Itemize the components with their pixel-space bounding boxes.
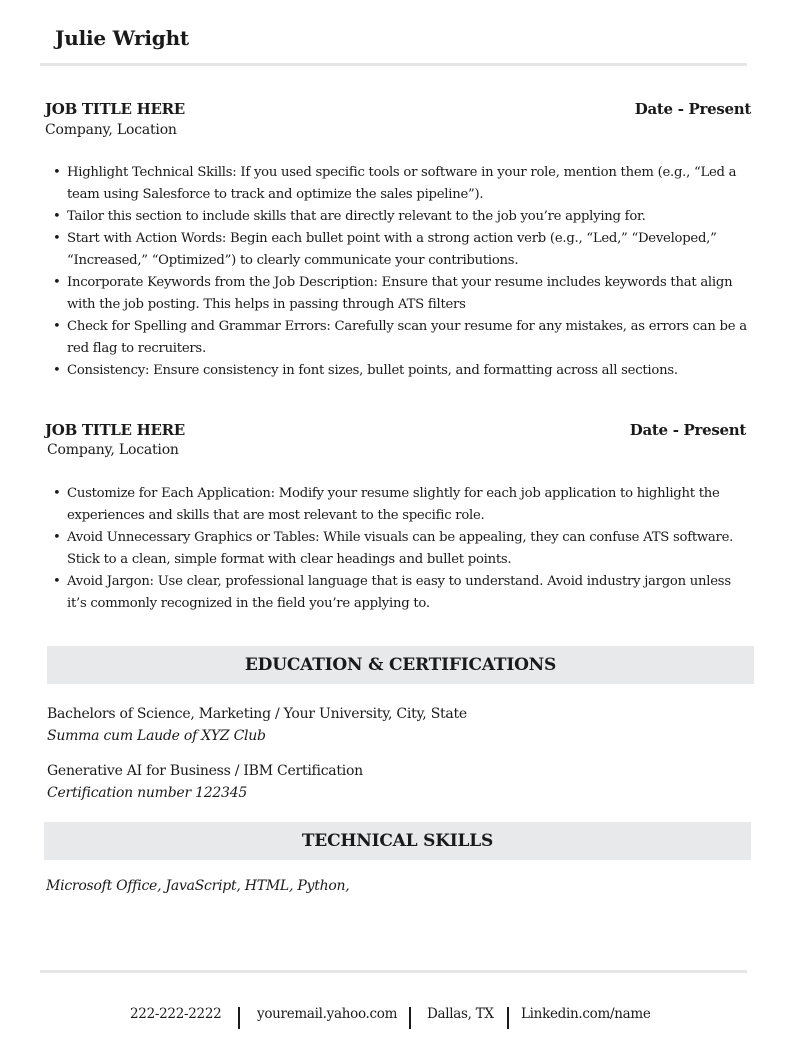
job-company: Company, Location <box>45 122 177 138</box>
certification-number: Certification number 122345 <box>47 785 248 801</box>
job-title: JOB TITLE HERE <box>45 100 185 118</box>
job-header-2 <box>45 421 746 439</box>
job-company: Company, Location <box>47 442 179 458</box>
education-heading <box>47 646 754 684</box>
section-title: EDUCATION & CERTIFICATIONS <box>244 655 557 675</box>
degree-line: Bachelors of Science, Marketing / Your University, City, State <box>47 706 467 722</box>
footer-divider <box>40 970 747 973</box>
list-item: • Incorporate Keywords from the Job Description: Ensure that your resume includes keywords that align with the job posting. This helps in passing through ATS filters <box>53 272 753 316</box>
list-item: • Avoid Jargon: Use clear, professional language that is easy to understand. Avoid industry jargon unless it’s commonly recognized in the field you’re applying to. <box>53 571 753 615</box>
section-title: TECHNICAL SKILLS <box>301 831 494 851</box>
list-item: • Avoid Unnecessary Graphics or Tables: While visuals can be appealing, they can confuse ATS software. Stick to a clean, simple format with clear headings and bullet points. <box>53 527 753 571</box>
footer-separator <box>409 1007 411 1029</box>
honor-line: Summa cum Laude of XYZ Club <box>47 728 266 744</box>
footer-location: Dallas, TX <box>427 1006 494 1022</box>
job-date: Date - Present <box>634 100 751 118</box>
footer-phone: 222-222-2222 <box>130 1006 222 1022</box>
footer-email: youremail.yahoo.com <box>257 1006 398 1022</box>
job-title: JOB TITLE HERE <box>45 421 185 439</box>
list-item: • Tailor this section to include skills that are directly relevant to the job you’re applying for. <box>53 206 753 228</box>
job-bullets-2 <box>53 483 753 615</box>
list-item: • Highlight Technical Skills: If you used specific tools or software in your role, mention them (e.g., “Led a team using Salesforce to track and optimize the sales pipeline”). <box>53 162 753 206</box>
job-bullets-1 <box>53 162 753 382</box>
certification-line: Generative AI for Business / IBM Certification <box>47 763 363 779</box>
footer-separator <box>507 1007 509 1029</box>
footer-linkedin: Linkedin.com/name <box>521 1006 651 1022</box>
list-item: • Customize for Each Application: Modify your resume slightly for each job application to highlight the experiences and skills that are most relevant to the specific role. <box>53 483 753 527</box>
skills-list: Microsoft Office, JavaScript, HTML, Python, <box>46 878 350 894</box>
list-item: • Check for Spelling and Grammar Errors: Carefully scan your resume for any mistakes, as errors can be a red flag to recruiters. <box>53 316 753 360</box>
candidate-name: Julie Wright <box>55 26 189 50</box>
list-item: • Consistency: Ensure consistency in font sizes, bullet points, and formatting across all sections. <box>53 360 753 382</box>
list-item: • Start with Action Words: Begin each bullet point with a strong action verb (e.g., “Led,” “Developed,” “Increased,” “Optimized”) to clearly communicate your contributions. <box>53 228 753 272</box>
footer-separator <box>238 1007 240 1029</box>
skills-heading <box>44 822 751 860</box>
job-header-1 <box>45 100 751 118</box>
header-divider <box>40 63 747 66</box>
job-date: Date - Present <box>629 421 746 439</box>
